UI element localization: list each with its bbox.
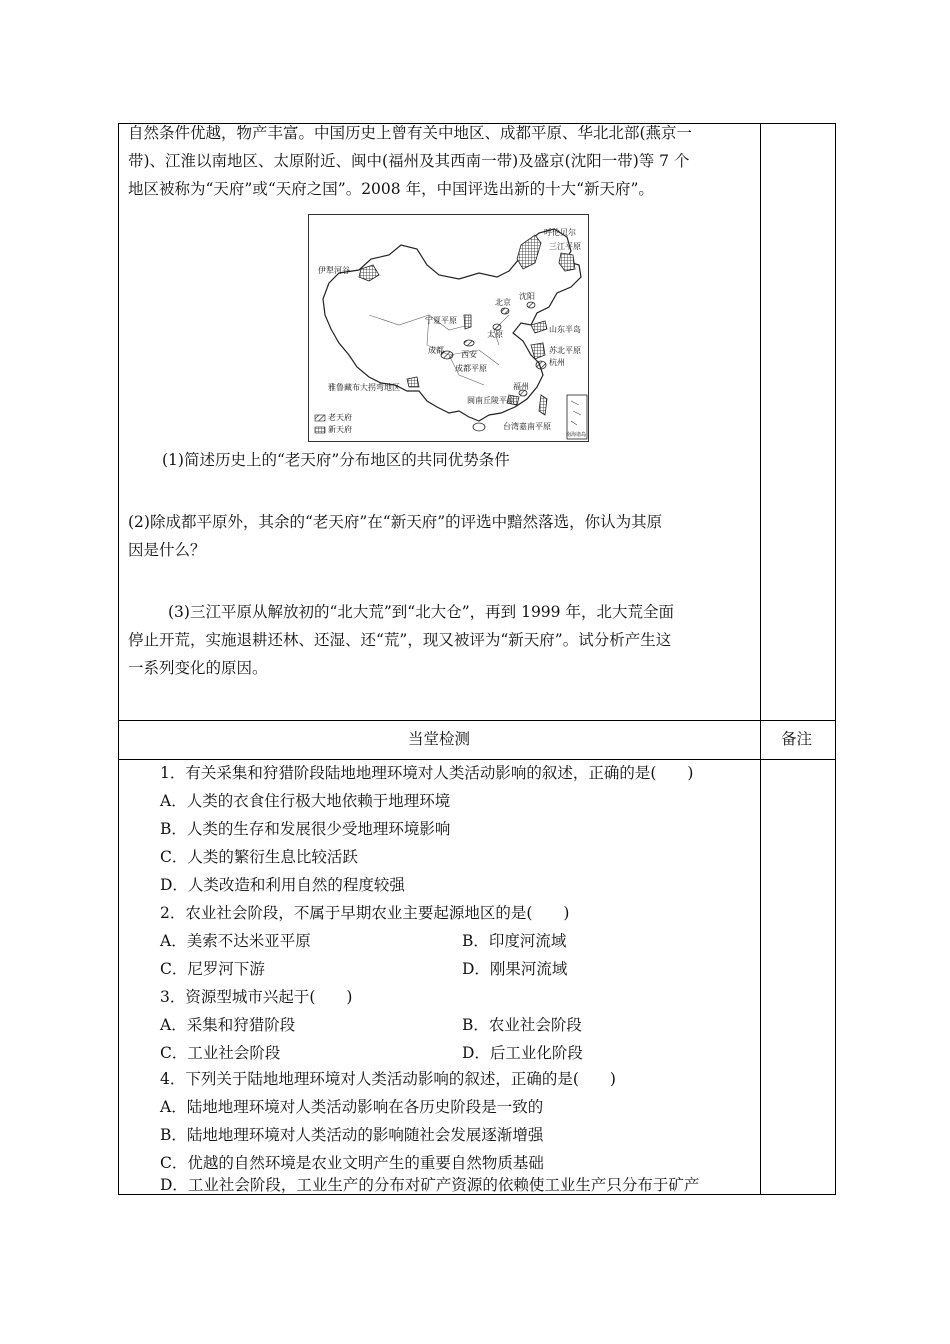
region-xian: [464, 340, 474, 346]
label-taiwan: 台湾嘉南平原: [503, 422, 551, 431]
region-ningxia: [464, 315, 471, 329]
label-xian: 西安: [461, 350, 477, 359]
label-yili: 伊犁河谷: [318, 266, 350, 275]
hainan-island: [473, 423, 485, 431]
question-3-line-2: 停止开荒，实施退耕还林、还湿、还“荒”，现又被评为“新天府”。试分析产生这: [128, 631, 672, 649]
question-3-line-1: (3)三江平原从解放初的“北大荒”到“北大仓”，再到 1999 年，北大荒全面: [168, 603, 674, 621]
region-hangzhou: [536, 361, 546, 369]
table-bottom-border: [118, 1194, 836, 1195]
label-chengdu: 成都: [428, 346, 444, 355]
legend-new-label: 新天府: [328, 425, 352, 434]
label-ningxia: 宁夏平原: [425, 316, 457, 325]
label-taiyuan: 太原: [487, 330, 503, 339]
quiz-q2: 2．农业社会阶段，不属于早期农业主要起源地区的是( ): [160, 904, 570, 922]
label-shandong: 山东半岛: [549, 325, 581, 334]
label-hulunbeier: 呼伦贝尔: [544, 228, 576, 237]
quiz-q2-option-c: C．尼罗河下游: [160, 960, 265, 978]
label-subei: 苏北平原: [549, 346, 581, 355]
intro-line-3: 地区被称为“天府”或“天府之国”。2008 年，中国评选出新的十大“新天府”。: [128, 180, 654, 198]
quiz-q1-option-a: A．人类的衣食住行极大地依赖于地理环境: [160, 792, 451, 810]
label-beijing: 北京: [495, 298, 511, 307]
row-divider-2: [118, 759, 836, 760]
china-tianfu-map: [308, 214, 589, 442]
china-outline-map: [309, 215, 588, 441]
quiz-q4-option-b: B．陆地地理环境对人类活动的影响随社会发展逐渐增强: [160, 1126, 544, 1144]
label-shenyang: 沈阳: [519, 292, 535, 301]
quiz-q4-option-c: C．优越的自然环境是农业文明产生的重要自然物质基础: [160, 1154, 544, 1172]
notes-column-divider: [760, 123, 761, 1195]
intro-line-2: 带)、江淮以南地区、太原附近、闽中(福州及其西南一带)及盛京(沈阳一带)等 7 个: [128, 152, 690, 170]
label-nanhai: 南海诸岛: [566, 432, 587, 438]
legend-new-swatch: [315, 427, 325, 433]
legend-old-label: 老天府: [328, 413, 352, 422]
region-shenyang: [527, 302, 535, 308]
quiz-q3: 3．资源型城市兴起于( ): [160, 988, 353, 1006]
notes-header: 备注: [781, 730, 813, 748]
intro-line-1: 自然条件优越，物产丰富。中国历史上曾有关中地区、成都平原、华北北部(燕京一: [128, 124, 693, 142]
label-fuzhou: 福州: [513, 382, 529, 391]
row-divider-1: [118, 720, 836, 721]
quiz-q2-option-a: A．美索不达米亚平原: [160, 932, 311, 950]
region-taiwan: [539, 395, 547, 415]
quiz-q1-option-c: C．人类的繁衍生息比较活跃: [160, 848, 358, 866]
region-beijing: [501, 308, 509, 314]
label-chengdupingyuan: 成都平原: [455, 364, 487, 373]
section-title: 当堂检测: [408, 730, 471, 748]
table-left-border: [118, 123, 119, 1195]
region-hulunbeier: [517, 235, 541, 269]
question-1: (1)简述历史上的“老天府”分布地区的共同优势条件: [162, 451, 510, 469]
quiz-q3-option-c: C．工业社会阶段: [160, 1044, 281, 1062]
question-2-line-2: 因是什么？: [128, 541, 206, 559]
quiz-q3-option-d: D．后工业化阶段: [462, 1044, 583, 1062]
quiz-q1-option-d: D．人类改造和利用自然的程度较强: [160, 876, 405, 894]
label-yarlung: 雅鲁藏布大拐弯地区: [328, 383, 400, 392]
quiz-q1-option-b: B．人类的生存和发展很少受地理环境影响: [160, 820, 451, 838]
quiz-q2-option-d: D．刚果河流域: [462, 960, 568, 978]
region-yarlung: [407, 377, 419, 387]
quiz-q4: 4．下列关于陆地地理环境对人类活动影响的叙述，正确的是( ): [160, 1070, 616, 1088]
question-3-line-3: 一系列变化的原因。: [128, 659, 268, 677]
label-sanjiang: 三江平原: [549, 242, 581, 251]
label-hangzhou: 杭州: [549, 358, 565, 367]
quiz-q1: 1．有关采集和狩猎阶段陆地地理环境对人类活动影响的叙述，正确的是( ): [160, 764, 694, 782]
quiz-q3-option-a: A．采集和狩猎阶段: [160, 1016, 296, 1034]
quiz-q4-option-d: D．工业社会阶段，工业生产的分布对矿产资源的依赖使工业生产只分布于矿产: [160, 1176, 700, 1194]
quiz-q2-option-b: B．印度河流域: [462, 932, 567, 950]
legend-old-swatch: [315, 415, 325, 421]
quiz-q3-option-b: B．农业社会阶段: [462, 1016, 582, 1034]
region-shandong: [531, 321, 547, 333]
quiz-q4-option-a: A．陆地地理环境对人类活动影响在各历史阶段是一致的: [160, 1098, 544, 1116]
question-2-line-1: (2)除成都平原外，其余的“老天府”在“新天府”的评选中黯然落选，你认为其原: [128, 513, 663, 531]
label-minnan: 闽南丘陵平原: [467, 396, 515, 405]
region-sanjiang: [559, 253, 575, 271]
table-right-border: [835, 123, 836, 1195]
